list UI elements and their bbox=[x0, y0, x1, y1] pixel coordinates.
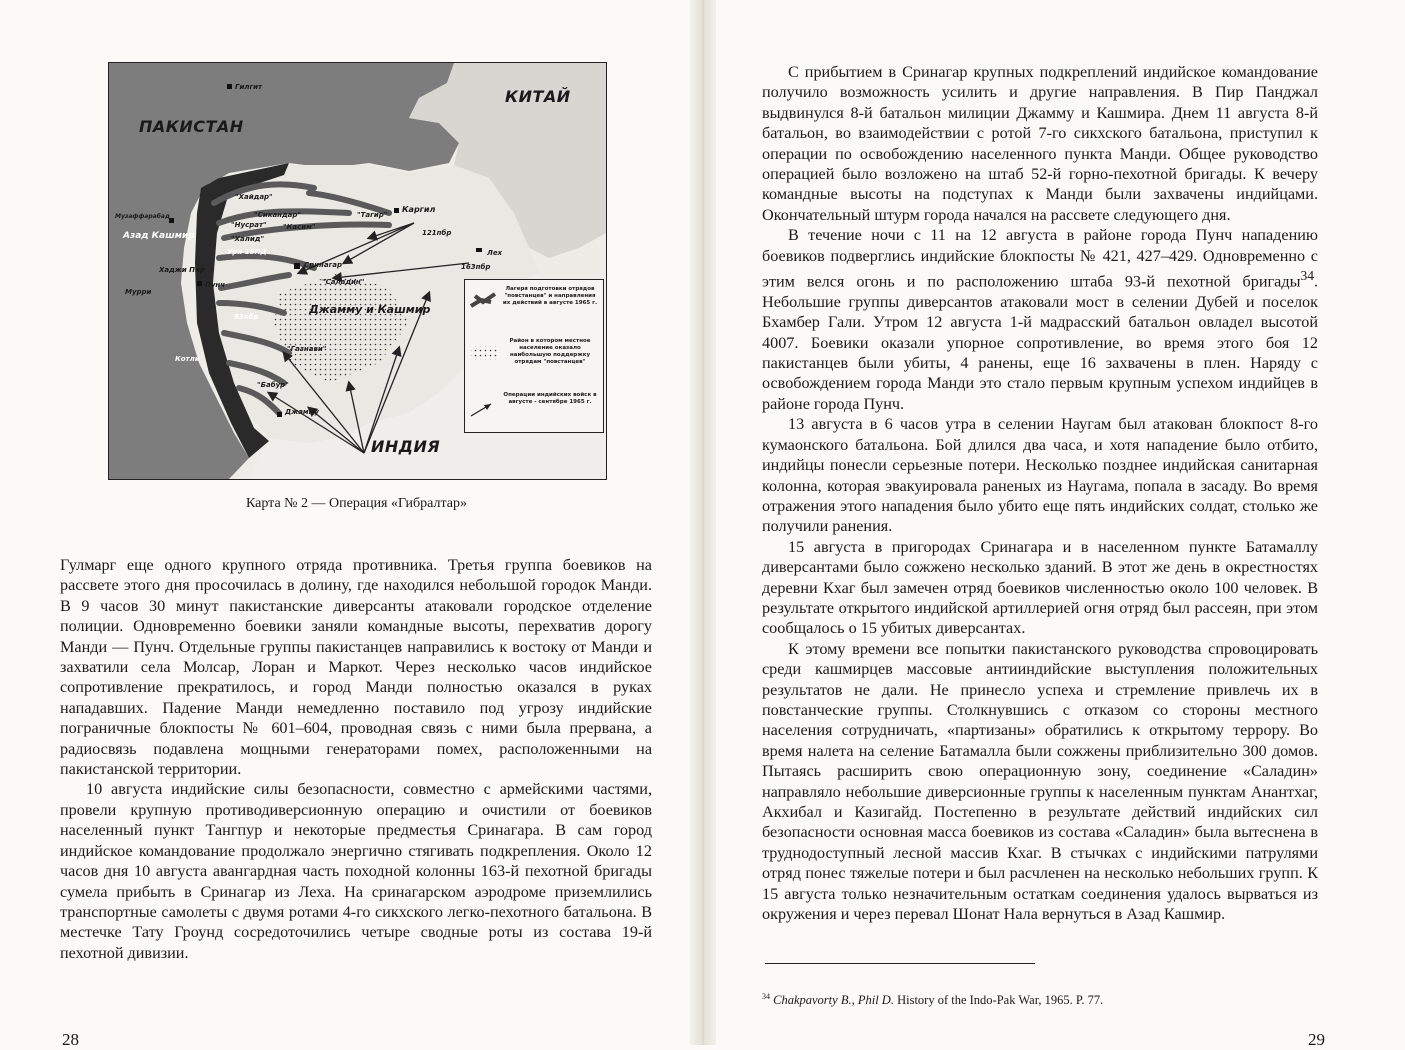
legend-camps-text: Лагеря подготовки отрядов "повстанцев" и направления их действий в августе 1965 г. bbox=[502, 286, 598, 306]
map-label-babur: "Бабур" bbox=[257, 381, 289, 389]
town-marker-gilgit bbox=[227, 84, 232, 89]
legend-row-ops bbox=[465, 392, 601, 430]
paragraph-with-footnote bbox=[762, 225, 1318, 414]
map-label-kargil: Каргил bbox=[402, 205, 436, 214]
map-label-kotli: Котли bbox=[175, 355, 200, 363]
footnote-mark: 34 bbox=[762, 992, 770, 1001]
map-label-khalid: "Халид" bbox=[231, 235, 265, 243]
map-label-poonch: Пунч bbox=[205, 281, 226, 289]
page-number-right: 29 bbox=[1308, 1030, 1325, 1049]
footnote-divider bbox=[765, 963, 1035, 964]
town-marker-jammu bbox=[277, 412, 282, 417]
map-legend bbox=[464, 279, 604, 433]
map-label-muzaffarabad: Музаффарабад bbox=[115, 213, 170, 220]
map-label-saladin: "Саладин" bbox=[322, 278, 365, 286]
map-label-163pbr: 163пбр bbox=[461, 263, 491, 271]
map-caption: Карта № 2 — Операция «Гибралтар» bbox=[246, 496, 467, 511]
map-label-china: КИТАЙ bbox=[505, 87, 571, 106]
town-marker-srinagar bbox=[294, 263, 300, 269]
town-marker-leh bbox=[476, 248, 482, 252]
footnote-reference[interactable]: 34 bbox=[1300, 268, 1314, 284]
operation-gibraltar-map bbox=[108, 62, 607, 480]
map-label-azad-kashmir: Азад Кашмир bbox=[123, 231, 195, 241]
paragraph: 15 августа в пригородах Сринагара и в населенном пункте Батамаллу диверсантами было сожжено несколько зданий. В этот же день в окрестностях деревни Кхаг был замечен отряд боевиков численностью около 100 человек. В результате открытого индийской артиллерией огня отряд был рассеян, при этом сообщалось о 15 убитых диверсантах. bbox=[762, 537, 1318, 638]
paragraph: К этому времени все попытки пакистанского руководства спровоцировать среди кашмирцев массовые антииндийские выступления положительных результатов не дали. Не принесло успеха и стремление привлечь их в повстанческие группы. Столкнувшись с отказом со стороны местного населения сотрудничать, «партизаны» обратились к открытому террору. Во время налета на селение Батамалла были сожжены приблизительно 300 домов. Пытаясь расширить свою операционную зону, соединение «Саладин» направляло небольшие диверсионные группы к населенным пунктам Анантхаг, Акхибал и Казигайд. Постепенно в результате действий индийских сил безопасности основная масса боевиков из состава «Саладин» была вытеснена в труднодоступный лесной массив Кхаг. В стычках с индийскими патрулями отряд понес тяжелые потери и был расчленен на несколько небольших групп. К 15 августа только незначительным остаткам соединения удалось вырваться из окружения и через перевал Шонат Нала вернуться в Азад Кашмир. bbox=[762, 639, 1318, 924]
map-label-93pbr: 93пбр bbox=[234, 313, 259, 321]
map-label-tagir: "Тагир" bbox=[357, 211, 388, 219]
legend-support-symbol bbox=[469, 344, 499, 364]
paragraph: 13 августа в 6 часов утра в селении Наугам был атакован блокпост 8-го кумаонского батальона. Бой длился два часа, и хотя нападение было отбито, индийцы понесли серьезные потери. Несколько позднее индийская санитарная колонна, которая эвакуировала раненых из Наугама, попала в засаду. Во время отражения этого нападения было убито еще пять индийских солдат, столько же получили ранения. bbox=[762, 415, 1318, 536]
map-label-gilgit: Гилгит bbox=[235, 83, 263, 91]
map-label-leh: Лех bbox=[487, 249, 503, 257]
map-label-nusrat: "Нусрат" bbox=[231, 221, 267, 229]
paragraph-text-tail: . Небольшие группы диверсантов атаковали мост в селении Дубей и поселок Бхамбер Гали. Утром 12 августа 1-й мадрасский батальон овладел высотой 4007. Боевики оказали упорное сопротивление, во время этого боя 12 пакистанцев были убиты, 4 ранены, еще 16 захвачены в плен. Наряду с освобождением города Манди это стало первым крупным успехом индийцев в районе города Пунч. bbox=[762, 272, 1318, 413]
page-number-left: 28 bbox=[62, 1030, 79, 1049]
map-label-19pd: Ури 19ПД bbox=[227, 248, 267, 256]
map-label-gaznavi: "Газнави" bbox=[287, 345, 327, 353]
town-marker-kargil bbox=[394, 208, 399, 213]
legend-row-support bbox=[465, 338, 601, 378]
left-page-text bbox=[60, 555, 652, 963]
footnote-text: History of the Indo-Pak War, 1965. P. 77. bbox=[893, 993, 1104, 1008]
paragraph: Гулмарг еще одного крупного отряда противника. Третья группа боевиков на рассвете этого дня просочилась в долину, где находился небольшой городок Манди. В 9 часов 30 минут пакистанские диверсанты атаковали городское отделение полиции. Одновременно боевики заняли командные высоты, перехватив дорогу Манди — Пунч. Отдельные группы пакистанцев направились к востоку от Манди и захватили села Молсар, Лоран и Маркот. Через несколько часов индийское сопротивление прекратилось, и город Манди полностью оказался в руках нападавших. Падение Манди немедленно поставило под угрозу индийские пограничные блокпосты № 601–604, проводная связь с ними была прервана, а радиосвязь подавлена мощными генераторами помех, расположенными на пакистанской территории. bbox=[60, 556, 652, 779]
map-label-kasim: "Касим" bbox=[283, 223, 316, 231]
footnote bbox=[762, 992, 1322, 1008]
left-page bbox=[0, 0, 700, 1049]
paragraph: 10 августа индийские силы безопасности, совместно с армейскими частями, провели крупную противодиверсионную операцию и очистили от боевиков населенный пункт Тангпур и некоторые предместья Сринагара. В сам город индийское командование продолжало энергично стягивать подкрепления. Около 12 часов дня 10 августа авангардная часть походной колонны 163-й пехотной бригады сумела прибыть в Сринагар из Леха. На сринагарском аэродроме приземлились транспортные самолеты с двумя ротами 4-го сикхского легко-пехотного батальона. В местечке Тату Гроунд сосредоточились четыре сводные роты из состава 19-й пехотной дивизии. bbox=[60, 780, 652, 962]
map-label-jammu-kashmir: Джамму и Кашмир bbox=[309, 303, 431, 316]
map-label-121pbr: 121пбр bbox=[422, 229, 452, 237]
map-label-india: ИНДИЯ bbox=[371, 437, 441, 456]
legend-ops-text: Операции индийских войск в августе - сентябре 1965 г. bbox=[503, 392, 597, 405]
right-page-text bbox=[762, 62, 1318, 924]
town-marker-poonch bbox=[197, 281, 202, 286]
legend-row-camps bbox=[465, 286, 601, 326]
paragraph-text: В течение ночи с 11 на 12 августа в районе города Пунч нападению боевиков подверглись индийские блокпосты № 421, 427–429. Одновременно с этим велся огонь и по расположению штаба 93-й пехотной бригады bbox=[762, 226, 1318, 291]
map-label-khaidar: "Хайдар" bbox=[235, 193, 273, 201]
map-label-murri: Мурри bbox=[125, 288, 152, 296]
map-label-pakistan: ПАКИСТАН bbox=[139, 117, 244, 136]
legend-camps-symbol bbox=[469, 290, 499, 312]
legend-support-text: Район в котором местное население оказало наибольшую поддержку отрядам "повстанцев" bbox=[509, 338, 591, 365]
footnote-authors: Chakpavorty B., Phil D. bbox=[773, 993, 894, 1008]
paragraph: С прибытием в Сринагар крупных подкреплений индийское командование получило возможность усилить и другие направления. В Пир Панджал выдвинулся 8-й батальон милиции Джамму и Кашмира. Днем 11 августа 8-й батальон, во взаимодействии с ротой 7-го сикхского батальона, приступил к операции по освобождению населенного пункта Манди. Общее руководство операцией было возложено на штаб 52-й горно-пехотной бригады. К вечеру командные высоты на подступах к Манди были захвачены индийцами. Окончательный штурм города начался на рассвете следующего дня. bbox=[762, 63, 1318, 224]
legend-ops-arrow-icon bbox=[469, 400, 499, 420]
map-label-haji-pir: Хаджи Пир bbox=[159, 266, 205, 274]
map-label-jammu: Джамму bbox=[285, 408, 319, 416]
map-label-sikandar: "Сикандар" bbox=[254, 211, 302, 219]
map-label-srinagar: Сринагар bbox=[304, 261, 343, 269]
